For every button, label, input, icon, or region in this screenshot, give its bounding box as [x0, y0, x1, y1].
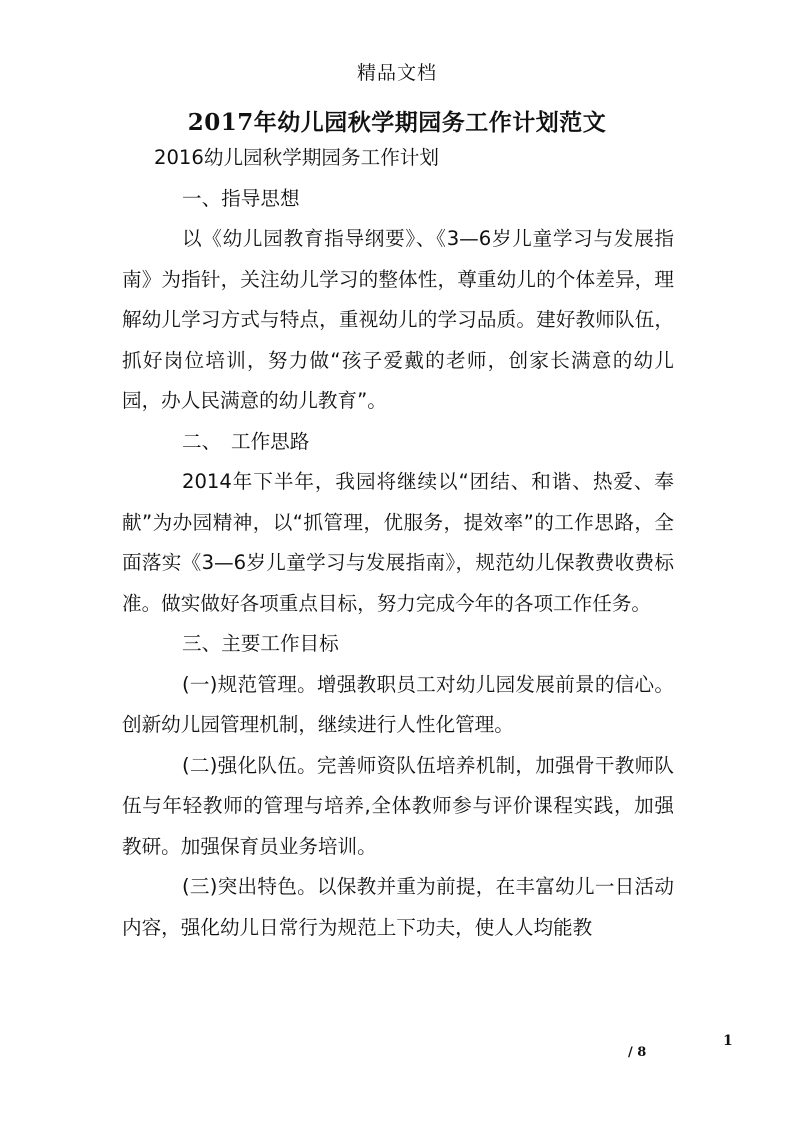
section-heading-3: 三、主要工作目标: [182, 632, 339, 655]
paragraph-goal-1: (一)规范管理。增强教职员工对幼儿园发展前景的信心。创新幼儿园管理机制，继续进行人性化管理。: [122, 672, 674, 736]
page-total: / 8: [628, 1045, 647, 1060]
document-subtitle: 2016幼儿园秋学期园务工作计划: [154, 146, 439, 169]
document-title: 2017年幼儿园秋学期园务工作计划范文: [187, 109, 607, 136]
section-heading-1: 一、指导思想: [182, 186, 300, 210]
paragraph-guiding-ideas: 以《幼儿园教育指导纲要》、《3—6岁儿童学习与发展指南》为指针，关注幼儿学习的整体性，尊重幼儿的个体差异，理解幼儿学习方式与特点，重视幼儿的学习品质。建好教师队伍，抓好岗位培训，努力做“孩子爱戴的老师，创家长满意的幼儿园，办人民满意的幼儿教育”。: [122, 227, 674, 412]
page-header: 精品文档: [356, 62, 437, 84]
paragraph-goal-3: (三)突出特色。以保教并重为前提，在丰富幼儿一日活动内容，强化幼儿日常行为规范上下功夫，使人人均能教: [122, 875, 674, 939]
section-heading-2: 二、 工作思路: [182, 429, 310, 453]
document-body: [122, 138, 674, 948]
paragraph-work-approach: 2014年下半年，我园将继续以“团结、和谐、热爱、奉献”为办园精神，以“抓管理，优服务，提效率”的工作思路，全面落实《3—6岁儿童学习与发展指南》，规范幼儿保教费收费标准。做实做好各项重点目标，努力完成今年的各项工作任务。: [122, 470, 674, 615]
paragraph-goal-2: (二)强化队伍。完善师资队伍培养机制，加强骨干教师队伍与年轻教师的管理与培养,全体教师参与评价课程实践，加强教研。加强保育员业务培训。: [122, 753, 674, 858]
page-number: 1: [723, 1033, 733, 1049]
